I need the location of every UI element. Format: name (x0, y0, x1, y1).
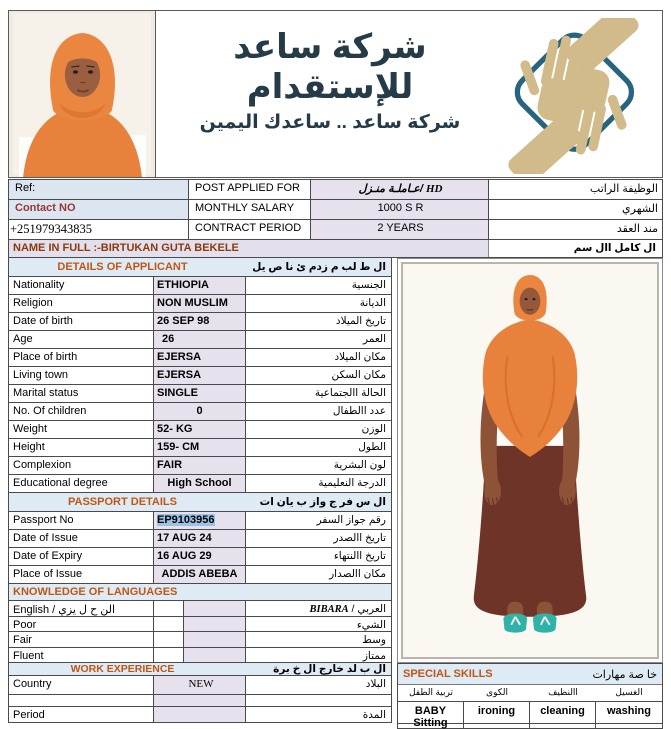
row-label: Living town (9, 367, 154, 384)
language-check-cell (184, 632, 246, 647)
table-row (9, 421, 391, 439)
table-row (9, 457, 391, 475)
post-applied-value (311, 180, 489, 200)
special-skills-title-arabic: خا صة مهارات (592, 668, 657, 681)
fullbody-photo-image (403, 264, 657, 657)
empty-cell (464, 724, 530, 729)
table-row (9, 439, 391, 457)
country-arabic: البلاد (365, 678, 386, 690)
row-value: 26 (154, 331, 246, 348)
post-value-code: HD (425, 183, 443, 195)
skills-empty-row (398, 723, 662, 729)
special-skills-header (398, 664, 662, 685)
empty-cell (398, 724, 464, 729)
table-row (9, 512, 391, 530)
applicant-details-section (8, 258, 392, 723)
row-value: 16 AUG 29 (154, 548, 246, 565)
arabic-language-value: BIBARA (309, 604, 349, 615)
row-value: High School (154, 475, 246, 492)
language-row-english (9, 601, 391, 617)
applicant-portrait-photo (9, 11, 156, 177)
row-label: Height (9, 439, 154, 456)
row-label: Place of birth (9, 349, 154, 366)
table-row (9, 385, 391, 403)
monthly-salary-arabic: الشهري (489, 200, 662, 220)
skill-arabic: الغسيل (615, 687, 643, 697)
row-arabic: العمر (362, 333, 386, 345)
work-empty-row (9, 695, 391, 707)
row-arabic: الجنسية (351, 279, 386, 291)
level-arabic: ممتاز (362, 650, 386, 662)
work-experience-title: WORK EXPERIENCE (70, 663, 175, 675)
empty-cell (9, 695, 154, 706)
fullbody-photo-frame (401, 262, 659, 659)
row-arabic: عدد االطفال (332, 405, 386, 417)
row-value: NON MUSLIM (154, 295, 246, 312)
work-country-row (9, 676, 391, 695)
language-check-cell (184, 648, 246, 662)
row-arabic: تاريخ الميلاد (335, 315, 386, 327)
row-arabic: تاريخ االصدر (333, 532, 386, 544)
row-value: FAIR (154, 457, 246, 474)
work-experience-header (9, 663, 391, 676)
level-arabic: وسط (362, 634, 386, 646)
languages-title: KNOWLEDGE OF LANGUAGES (13, 586, 178, 598)
row-value: 17 AUG 24 (154, 530, 246, 547)
row-arabic: الطول (358, 441, 386, 453)
skill-arabic: االنظيف (548, 687, 578, 697)
table-row (9, 349, 391, 367)
language-check-cell (154, 601, 184, 616)
full-name-arabic: ال كامل اال سم (573, 242, 656, 254)
language-row-fluent (9, 648, 391, 663)
header (8, 10, 663, 178)
portrait-photo-image (9, 11, 155, 177)
passport-section-header (9, 493, 391, 512)
language-check-cell (154, 617, 184, 631)
agency-name-arabic: شركة ساعد للإستقدام (233, 28, 427, 106)
language-check-cell (154, 632, 184, 647)
post-applied-arabic: الوظيفة الراتب (489, 180, 662, 200)
post-value-arabic: عـاملـة منـزل/ (358, 183, 423, 195)
table-row (9, 566, 391, 584)
level-label: Fair (9, 632, 154, 647)
row-value: 159- CM (154, 439, 246, 456)
row-label: Age (9, 331, 154, 348)
row-value: ETHIOPIA (154, 277, 246, 294)
language-row-fair (9, 632, 391, 648)
row-arabic: الحالة االجتماعية (314, 387, 386, 399)
period-arabic: المدة (362, 709, 386, 721)
name-row (8, 240, 663, 258)
monthly-salary-value: 1000 S R (311, 200, 489, 220)
skills-arabic-row (398, 685, 662, 701)
agency-logo-text (186, 28, 474, 133)
row-arabic: لون البشرية (333, 459, 386, 471)
table-row (9, 475, 391, 493)
passport-title-arabic: ال س فر ج واز ب يان ات (259, 496, 386, 508)
phone-number: +251979343835 (9, 220, 189, 239)
table-row (9, 295, 391, 313)
skill-arabic: تربية الطفل (408, 687, 453, 697)
empty-cell (530, 724, 596, 729)
passport-number-highlighted: EP9103956 (157, 514, 215, 526)
row-arabic: الديانة (359, 297, 386, 309)
special-skills-section (397, 663, 663, 729)
country-label: Country (9, 676, 154, 694)
empty-cell (246, 695, 391, 706)
row-value: ADDIS ABEBA (154, 566, 246, 583)
arabic-label: العربي / (351, 603, 386, 615)
row-value: EJERSA (154, 349, 246, 366)
details-section-header (9, 258, 391, 277)
english-label: English / الن ح ل يزي (9, 601, 154, 616)
hands-logo-icon (488, 18, 656, 174)
work-period-row (9, 707, 391, 723)
skill-label: BABY Sitting (398, 702, 464, 729)
skill-label: cleaning (530, 702, 596, 729)
monthly-salary-label: MONTHLY SALARY (189, 200, 311, 220)
period-value (154, 707, 246, 722)
full-name: NAME IN FULL :-BIRTUKAN GUTA BEKELE (9, 240, 489, 257)
special-skills-title: SPECIAL SKILLS (403, 668, 493, 680)
agency-logo-area (156, 11, 662, 177)
empty-cell (154, 695, 246, 706)
language-check-cell (184, 617, 246, 631)
row-label: Complexion (9, 457, 154, 474)
row-value: EJERSA (154, 367, 246, 384)
row-label: Date of Expiry (9, 548, 154, 565)
row-label: Passport No (9, 512, 154, 529)
skill-label: washing (606, 705, 651, 717)
row-arabic: رقم جواز السفر (316, 514, 386, 526)
row-label: Place of Issue (9, 566, 154, 583)
skill-arabic: الكوى (486, 687, 508, 697)
languages-section-header (9, 584, 391, 601)
level-label: Poor (9, 617, 154, 631)
row-arabic: الوزن (361, 423, 386, 435)
country-value: NEW (154, 676, 246, 694)
row-arabic: الدرجة النعليمية (318, 477, 386, 489)
row-arabic: مكان االصدار (329, 568, 386, 580)
row-label: Date of birth (9, 313, 154, 330)
row-value: 0 (154, 403, 246, 420)
row-label: No. Of children (9, 403, 154, 420)
table-row (9, 331, 391, 349)
row-label: Weight (9, 421, 154, 438)
row-value: SINGLE (154, 385, 246, 402)
contact-table (8, 179, 663, 240)
row-value: 52- KG (154, 421, 246, 438)
period-label: Period (9, 707, 154, 722)
language-check-cell (154, 648, 184, 662)
details-title: DETAILS OF APPLICANT (57, 261, 188, 273)
passport-number-cell (154, 512, 246, 529)
contact-no-label: Contact NO (9, 200, 189, 220)
language-row-poor (9, 617, 391, 632)
row-label: Religion (9, 295, 154, 312)
contract-period-label: CONTRACT PERIOD (189, 220, 311, 239)
language-check-cell (184, 601, 246, 616)
work-experience-title-arabic: ال ب لد خارج ال خ برة (273, 663, 386, 675)
row-value: 26 SEP 98 (154, 313, 246, 330)
table-row (9, 367, 391, 385)
level-label: Fluent (9, 648, 154, 662)
arabic-language-cell (246, 601, 391, 616)
row-arabic: تاريخ االنتهاء (333, 550, 386, 562)
table-row (9, 530, 391, 548)
row-label: Marital status (9, 385, 154, 402)
row-label: Educational degree (9, 475, 154, 492)
row-arabic: مكان الميلاد (334, 351, 386, 363)
skills-english-row (398, 701, 662, 729)
ref-label: Ref: (9, 180, 189, 200)
contract-period-arabic: مند العقد (616, 223, 658, 235)
row-label: Date of Issue (9, 530, 154, 547)
table-row (9, 313, 391, 331)
contract-period-value: 2 YEARS (311, 220, 489, 239)
agency-slogan-arabic: شركة ساعد .. ساعدك اليمين (199, 111, 461, 133)
row-arabic: مكان السكن (331, 369, 386, 381)
applicant-fullbody-photo (397, 258, 663, 663)
level-arabic: الشيء (356, 619, 386, 631)
table-row (9, 403, 391, 421)
skill-label: ironing (464, 702, 530, 729)
empty-cell (596, 724, 662, 729)
table-row (9, 548, 391, 566)
details-title-arabic: ال ط لب م زدم ئ نا ص يل (252, 261, 386, 273)
row-label: Nationality (9, 277, 154, 294)
passport-title: PASSPORT DETAILS (68, 496, 177, 508)
table-row (9, 277, 391, 295)
post-applied-label: POST APPLIED FOR (189, 180, 311, 200)
